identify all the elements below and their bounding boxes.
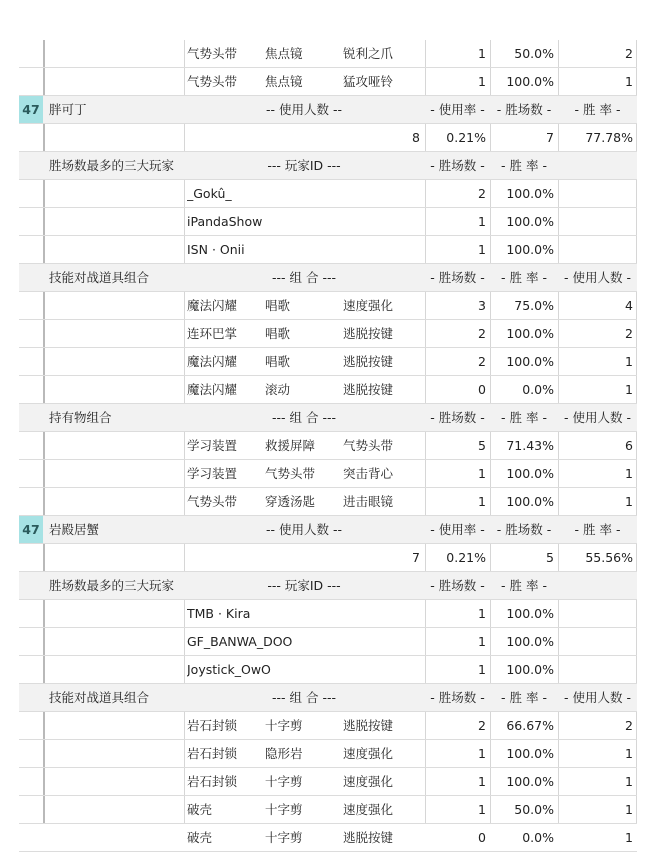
table-row <box>19 432 637 460</box>
pokemon-header-row <box>19 96 637 124</box>
user-count: 1 <box>625 466 633 481</box>
combo-header: --- 组 合 --- <box>272 270 336 285</box>
pokemon-stats-row <box>19 544 637 572</box>
battle-item: 逃脱按键 <box>343 718 394 733</box>
move-1: 岩石封锁 <box>187 718 238 733</box>
section-title: 技能对战道具组合 <box>49 270 150 285</box>
table-row <box>19 292 637 320</box>
held-item-1: 学习装置 <box>187 438 238 453</box>
win-count-header: - 胜场数 - <box>430 158 485 173</box>
section-header-row <box>19 684 637 712</box>
section-title: 胜场数最多的三大玩家 <box>49 578 175 593</box>
user-count-header: - 使用人数 - <box>564 410 631 425</box>
win-rate-header: - 胜 率 - <box>501 578 547 593</box>
move-2: 唱歌 <box>265 326 291 341</box>
pokemon-stats-row <box>19 124 637 152</box>
battle-item: 速度强化 <box>343 746 394 761</box>
win-count: 1 <box>478 634 486 649</box>
win-count: 1 <box>478 774 486 789</box>
combo-header: --- 组 合 --- <box>272 410 336 425</box>
win-rate: 100.0% <box>506 494 554 509</box>
user-count-header: - 使用人数 - <box>564 270 631 285</box>
move-2: 十字剪 <box>265 802 303 817</box>
usage-rate: 0.21% <box>446 130 486 145</box>
table-row <box>19 656 637 684</box>
win-count-header: - 胜场数 - <box>430 578 485 593</box>
move-1: 魔法闪耀 <box>187 382 238 397</box>
item-2: 焦点镜 <box>265 74 303 89</box>
player-id: TMB · Kira <box>187 606 251 621</box>
section-header-row <box>19 404 637 432</box>
held-item-3: 进击眼镜 <box>343 494 394 509</box>
held-item-2: 救援屏障 <box>265 438 316 453</box>
win-rate: 100.0% <box>506 326 554 341</box>
win-rate: 75.0% <box>514 298 554 313</box>
combo-header: --- 组 合 --- <box>272 690 336 705</box>
win-rate: 55.56% <box>585 550 633 565</box>
usage-count-header: -- 使用人数 -- <box>266 102 342 117</box>
move-1: 岩石封锁 <box>187 774 238 789</box>
pokemon-header-row <box>19 516 637 544</box>
section-header-row <box>19 152 637 180</box>
win-count: 1 <box>478 606 486 621</box>
user-count: 1 <box>625 382 633 397</box>
table-row <box>19 40 637 68</box>
win-count: 1 <box>478 74 486 89</box>
table-row <box>19 600 637 628</box>
win-rate: 100.0% <box>506 186 554 201</box>
win-rate-header: - 胜 率 - <box>501 410 547 425</box>
section-header-row <box>19 572 637 600</box>
table-row <box>19 740 637 768</box>
win-rate: 100.0% <box>506 74 554 89</box>
win-count-header: - 胜场数 - <box>430 690 485 705</box>
win-count-header: - 胜场数 - <box>496 102 552 117</box>
table-row <box>19 68 637 96</box>
user-count: 7 <box>412 550 420 565</box>
move-2: 十字剪 <box>265 774 303 789</box>
table-row <box>19 796 637 824</box>
win-count: 2 <box>478 326 486 341</box>
stats-table <box>19 40 637 852</box>
win-rate: 71.43% <box>506 438 554 453</box>
held-item-1: 气势头带 <box>187 494 238 509</box>
win-count: 2 <box>478 718 486 733</box>
held-item-3: 突击背心 <box>343 466 394 481</box>
move-2: 隐形岩 <box>265 746 303 761</box>
table-row <box>19 712 637 740</box>
win-rate: 100.0% <box>506 354 554 369</box>
battle-item: 逃脱按键 <box>343 326 394 341</box>
win-rate: 100.0% <box>506 634 554 649</box>
section-title: 技能对战道具组合 <box>49 690 150 705</box>
battle-item: 逃脱按键 <box>343 830 394 845</box>
table-row <box>19 180 637 208</box>
win-rate: 50.0% <box>514 46 554 61</box>
table-row <box>19 236 637 264</box>
win-rate: 100.0% <box>506 214 554 229</box>
win-count: 3 <box>478 298 486 313</box>
player-id-header: --- 玩家ID --- <box>267 158 341 173</box>
move-2: 唱歌 <box>265 298 291 313</box>
user-count: 2 <box>625 46 633 61</box>
win-rate-header: - 胜 率 - <box>501 270 547 285</box>
user-count: 8 <box>412 130 420 145</box>
win-rate-header: - 胜 率 - <box>501 690 547 705</box>
user-count: 1 <box>625 494 633 509</box>
user-count: 2 <box>625 718 633 733</box>
pokemon-name: 胖可丁 <box>49 102 87 117</box>
move-1: 岩石封锁 <box>187 746 238 761</box>
win-count-header: - 胜场数 - <box>430 270 485 285</box>
win-count-header: - 胜场数 - <box>496 522 552 537</box>
win-count: 7 <box>546 130 554 145</box>
win-count: 1 <box>478 466 486 481</box>
rank-badge: 47 <box>19 516 43 543</box>
held-item-2: 穿透汤匙 <box>265 494 316 509</box>
usage-rate-header: - 使用率 - <box>430 102 485 117</box>
table-row <box>19 824 637 852</box>
user-count-header: - 使用人数 - <box>564 690 631 705</box>
user-count: 1 <box>625 774 633 789</box>
table-row <box>19 628 637 656</box>
usage-count-header: -- 使用人数 -- <box>266 522 342 537</box>
win-count: 0 <box>478 830 486 845</box>
win-rate: 0.0% <box>522 830 554 845</box>
battle-item: 速度强化 <box>343 774 394 789</box>
win-count: 5 <box>546 550 554 565</box>
player-id: GF_BANWA_DOO <box>187 634 293 649</box>
user-count: 1 <box>625 802 633 817</box>
table-row <box>19 376 637 404</box>
table-row <box>19 348 637 376</box>
item-1: 气势头带 <box>187 46 238 61</box>
win-rate-header: - 胜 率 - <box>574 522 621 537</box>
held-item-1: 学习装置 <box>187 466 238 481</box>
user-count: 1 <box>625 74 633 89</box>
win-rate: 77.78% <box>585 130 633 145</box>
win-count: 1 <box>478 746 486 761</box>
win-rate: 100.0% <box>506 774 554 789</box>
battle-item: 逃脱按键 <box>343 382 394 397</box>
win-count: 2 <box>478 354 486 369</box>
move-2: 滚动 <box>265 382 291 397</box>
win-count-header: - 胜场数 - <box>430 410 485 425</box>
move-2: 十字剪 <box>265 830 303 845</box>
battle-item: 速度强化 <box>343 298 394 313</box>
win-rate: 100.0% <box>506 662 554 677</box>
held-item-3: 气势头带 <box>343 438 394 453</box>
section-title: 持有物组合 <box>49 410 112 425</box>
table-row <box>19 768 637 796</box>
user-count: 1 <box>625 746 633 761</box>
user-count: 1 <box>625 354 633 369</box>
win-count: 1 <box>478 46 486 61</box>
user-count: 6 <box>625 438 633 453</box>
win-count: 1 <box>478 802 486 817</box>
table-row <box>19 208 637 236</box>
win-count: 2 <box>478 186 486 201</box>
item-2: 焦点镜 <box>265 46 303 61</box>
item-3: 猛攻哑铃 <box>343 74 394 89</box>
user-count: 1 <box>625 830 633 845</box>
move-2: 唱歌 <box>265 354 291 369</box>
win-rate-header: - 胜 率 - <box>501 158 547 173</box>
item-3: 锐利之爪 <box>343 46 394 61</box>
win-rate: 66.67% <box>506 718 554 733</box>
table-row <box>19 460 637 488</box>
held-item-2: 气势头带 <box>265 466 316 481</box>
win-count: 0 <box>478 382 486 397</box>
player-id: iPandaShow <box>187 214 263 229</box>
battle-item: 速度强化 <box>343 802 394 817</box>
move-1: 魔法闪耀 <box>187 354 238 369</box>
win-rate: 0.0% <box>522 382 554 397</box>
player-id-header: --- 玩家ID --- <box>267 578 341 593</box>
win-rate-header: - 胜 率 - <box>574 102 621 117</box>
win-count: 1 <box>478 214 486 229</box>
move-2: 十字剪 <box>265 718 303 733</box>
pokemon-name: 岩殿居蟹 <box>49 522 100 537</box>
rank-badge: 47 <box>19 96 43 123</box>
section-header-row <box>19 264 637 292</box>
player-id: Joystick_OwO <box>187 662 271 677</box>
win-rate: 100.0% <box>506 466 554 481</box>
win-rate: 100.0% <box>506 606 554 621</box>
win-count: 1 <box>478 662 486 677</box>
win-count: 1 <box>478 242 486 257</box>
player-id: ISN · Onii <box>187 242 245 257</box>
win-count: 1 <box>478 494 486 509</box>
win-count: 5 <box>478 438 486 453</box>
battle-item: 逃脱按键 <box>343 354 394 369</box>
usage-rate: 0.21% <box>446 550 486 565</box>
win-rate: 100.0% <box>506 242 554 257</box>
table-row <box>19 320 637 348</box>
win-rate: 50.0% <box>514 802 554 817</box>
item-1: 气势头带 <box>187 74 238 89</box>
table-row <box>19 488 637 516</box>
usage-rate-header: - 使用率 - <box>430 522 485 537</box>
move-1: 魔法闪耀 <box>187 298 238 313</box>
player-id: _Gokû_ <box>187 186 232 201</box>
move-1: 破壳 <box>187 802 213 817</box>
user-count: 2 <box>625 326 633 341</box>
move-1: 连环巴掌 <box>187 326 238 341</box>
user-count: 4 <box>625 298 633 313</box>
move-1: 破壳 <box>187 830 213 845</box>
section-title: 胜场数最多的三大玩家 <box>49 158 175 173</box>
win-rate: 100.0% <box>506 746 554 761</box>
